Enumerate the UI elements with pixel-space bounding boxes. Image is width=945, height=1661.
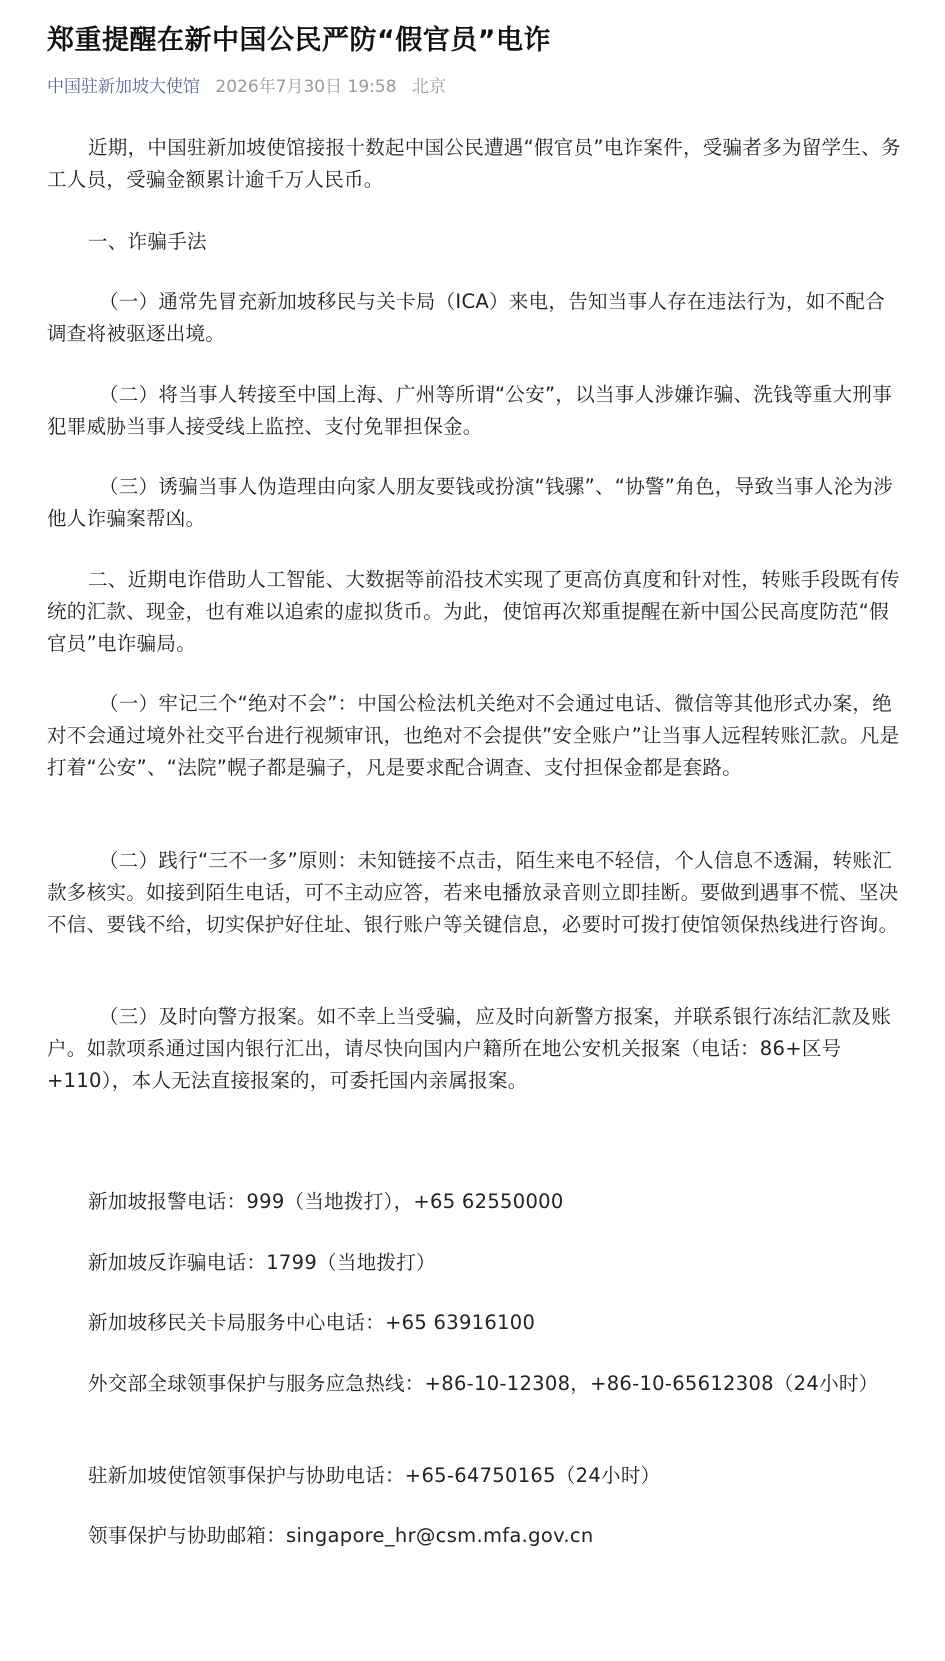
contact-mfa-hotline: 外交部全球领事保护与服务应急热线：+86-10-12308，+86-10-65612308（24小时） [88,1372,879,1395]
contact-embassy: 驻新加坡使馆领事保护与协助电话：+65-64750165（24小时） [88,1464,661,1487]
publish-location: 北京 [411,77,446,97]
contact-police: 新加坡报警电话：999（当地拨打），+65 62550000 [88,1190,564,1213]
section2-item-2: （二）践行“三不一多”原则：未知链接不点击，陌生来电不轻信，个人信息不透漏，转账汇款多核实。如接到陌生电话，可不主动应答，若来电播放录音则立即挂断。要做到遇事不慌、坚决不信、要钱不给，切实保护好住址、银行账户等关键信息，必要时可拨打使馆领保热线进行咨询。 [47,849,899,936]
section1-item-3: （三）诱骗当事人伪造理由向家人朋友要钱或扮演“钱骡”、“协警”角色，导致当事人沦为涉他人诈骗案帮凶。 [47,475,894,530]
article-title: 郑重提醒在新中国公民严防“假官员”电诈 [47,25,551,56]
contact-ica: 新加坡移民关卡局服务中心电话：+65 63916100 [88,1311,536,1334]
contact-email: 领事保护与协助邮箱：singapore_hr@csm.mfa.gov.cn [88,1524,594,1547]
source-link[interactable]: 中国驻新加坡大使馆 [47,77,200,97]
section1-item-2: （二）将当事人转接至中国上海、广州等所谓“公安”，以当事人涉嫌诈骗、洗钱等重大刑事犯罪威胁当事人接受线上监控、支付免罪担保金。 [47,383,893,438]
section2-intro: 二、近期电诈借助人工智能、大数据等前沿技术实现了更高仿真度和针对性，转账手段既有传统的汇款、现金，也有难以追索的虚拟货币。为此，使馆再次郑重提醒在新中国公民高度防范“假官员”电诈骗局。 [47,568,900,655]
paragraph-intro: 近期，中国驻新加坡使馆接报十数起中国公民遭遇“假官员”电诈案件，受骗者多为留学生、务工人员，受骗金额累计逾千万人民币。 [47,136,901,191]
publish-date: 2026年7月30日 19:58 [215,77,397,97]
section2-item-1: （一）牢记三个“绝对不会”：中国公检法机关绝对不会通过电话、微信等其他形式办案，绝对不会通过境外社交平台进行视频审讯，也绝对不会提供”安全账户”让当事人远程转账汇款。凡是打着“公安”、“法院”幌子都是骗子，凡是要求配合调查、支付担保金都是套路。 [47,692,900,779]
section1-item-1: （一）通常先冒充新加坡移民与关卡局（ICA）来电，告知当事人存在违法行为，如不配合调查将被驱逐出境。 [47,290,886,345]
article-meta [47,72,446,97]
section1-heading: 一、诈骗手法 [88,230,207,253]
contact-anti-scam: 新加坡反诈骗电话：1799（当地拨打） [88,1251,436,1274]
section2-item-3: （三）及时向警方报案。如不幸上当受骗，应及时向新警方报案，并联系银行冻结汇款及账户。如款项系通过国内银行汇出，请尽快向国内户籍所在地公安机关报案（电话：86+区号+110），本人无法直接报案的，可委托国内亲属报案。 [47,1005,892,1092]
